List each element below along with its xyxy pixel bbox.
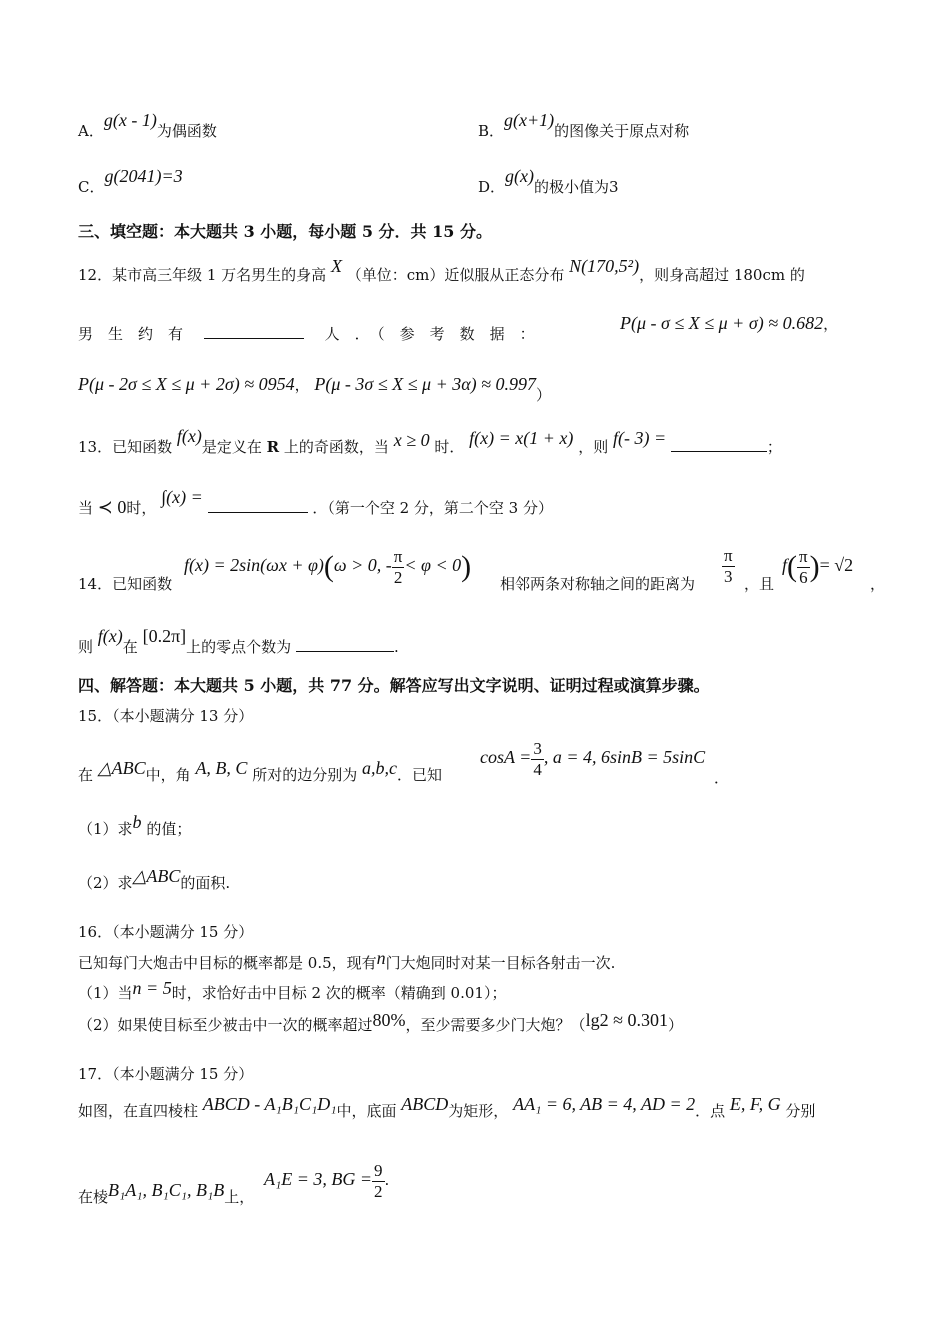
option-d: D．g(x)的极小值为3 <box>478 166 619 196</box>
q12-line1: 12．某市高三年级 1 万名男生的身高 X （单位：cm）近似服从正态分布 N(170,5²)，则身高超过 180cm 的 <box>78 256 805 284</box>
q17-line1: 如图，在直四棱柱 ABCD - A₁B₁C₁D₁中，底面 ABCD为矩形， AA₁ = 6, AB = 4, AD = 2．点 E, F, G 分别 <box>78 1094 816 1120</box>
q15-line1: 在 △ABC中，角 A, B, C 所对的边分别为 a,b,c．已知 <box>78 758 443 784</box>
q14-distance-text: 相邻两条对称轴之间的距离为 <box>500 575 696 593</box>
q15-part2: （2）求△ABC的面积. <box>78 866 231 892</box>
q15-header: 15．（本小题满分 13 分） <box>78 707 254 725</box>
q14-condition: f( $\frac{\pi}{6}$ )= √2 <box>782 546 854 587</box>
q14-answer-blank[interactable] <box>296 637 394 652</box>
q14-pi-over-3: $\frac{\pi}{3}$ <box>724 546 733 586</box>
q16-part1: （1）当n = 5时，求恰好击中目标 2 次的概率（精确到 0.01）； <box>78 978 507 1002</box>
q14-line1-label: 14．已知函数 <box>78 575 173 593</box>
q12-answer-blank[interactable] <box>204 324 304 339</box>
q14-comma: ， <box>870 575 886 593</box>
q16-header: 16．（本小题满分 15 分） <box>78 923 254 941</box>
section3-title: 三、填空题：本大题共 3 小题，每小题 5 分．共 15 分。 <box>78 222 492 241</box>
q14-line2: 则 f(x)在 [0.2π]上的零点个数为 . <box>78 626 399 656</box>
q15-dot: ． <box>714 769 730 787</box>
q16-part2: （2）如果使目标至少被击中一次的概率超过80%，至少需要多少门大炮？（lg2 ≈ 0.301） <box>78 1010 683 1034</box>
q12-p1: P(μ - σ ≤ X ≤ μ + σ) ≈ 0.682， <box>620 313 839 333</box>
option-a: A．g(x - 1)为偶函数 <box>78 110 217 140</box>
q15-part1: （1）求b 的值； <box>78 812 192 838</box>
q13-line1: 13．已知函数 f(x)是定义在 R 上的奇函数，当 x ≥ 0 时． f(x) = x(1 + x) ，则 f(- 3) = ； <box>78 426 782 456</box>
q12-line2: 男 生 约 有 人 ． （ 参 考 数 据 ： <box>78 325 535 343</box>
q13-line2: 当 ≺ 0时， ∫(x) = ．（第一个空 2 分，第二个空 3 分） <box>78 487 553 517</box>
q14-function: f(x) = 2sin(ωx + φ)(ω > 0, - $\frac{\pi}{2}$ < φ < 0) <box>184 546 472 587</box>
q14-and: ，且 <box>744 575 775 593</box>
q17-header: 17．（本小题满分 15 分） <box>78 1065 254 1083</box>
q12-line3: P(μ - 2σ ≤ X ≤ μ + 2σ) ≈ 0954， P(μ - 3σ ≤ X ≤ μ + 3α) ≈ 0.997） <box>78 374 552 404</box>
q17-condition: A₁E = 3, BG = $\frac{9}{2}$ . <box>264 1160 390 1201</box>
option-b: B．g(x+1)的图像关于原点对称 <box>478 110 690 140</box>
q17-line2: 在棱B₁A₁, B₁C₁, B₁B上， <box>78 1180 255 1206</box>
option-c: C．g(2041)=3 <box>78 166 183 196</box>
q13-blank-1[interactable] <box>671 437 767 452</box>
section4-title: 四、解答题：本大题共 5 小题，共 77 分。解答应写出文字说明、证明过程或演算步骤。 <box>78 676 710 695</box>
q16-line1: 已知每门大炮击中目标的概率都是 0.5，现有n门大炮同时对某一目标各射击一次. <box>78 948 616 972</box>
q15-given: cosA = $\frac{3}{4}$ , a = 4, 6sinB = 5sinC <box>480 738 706 779</box>
q13-blank-2[interactable] <box>208 498 308 513</box>
